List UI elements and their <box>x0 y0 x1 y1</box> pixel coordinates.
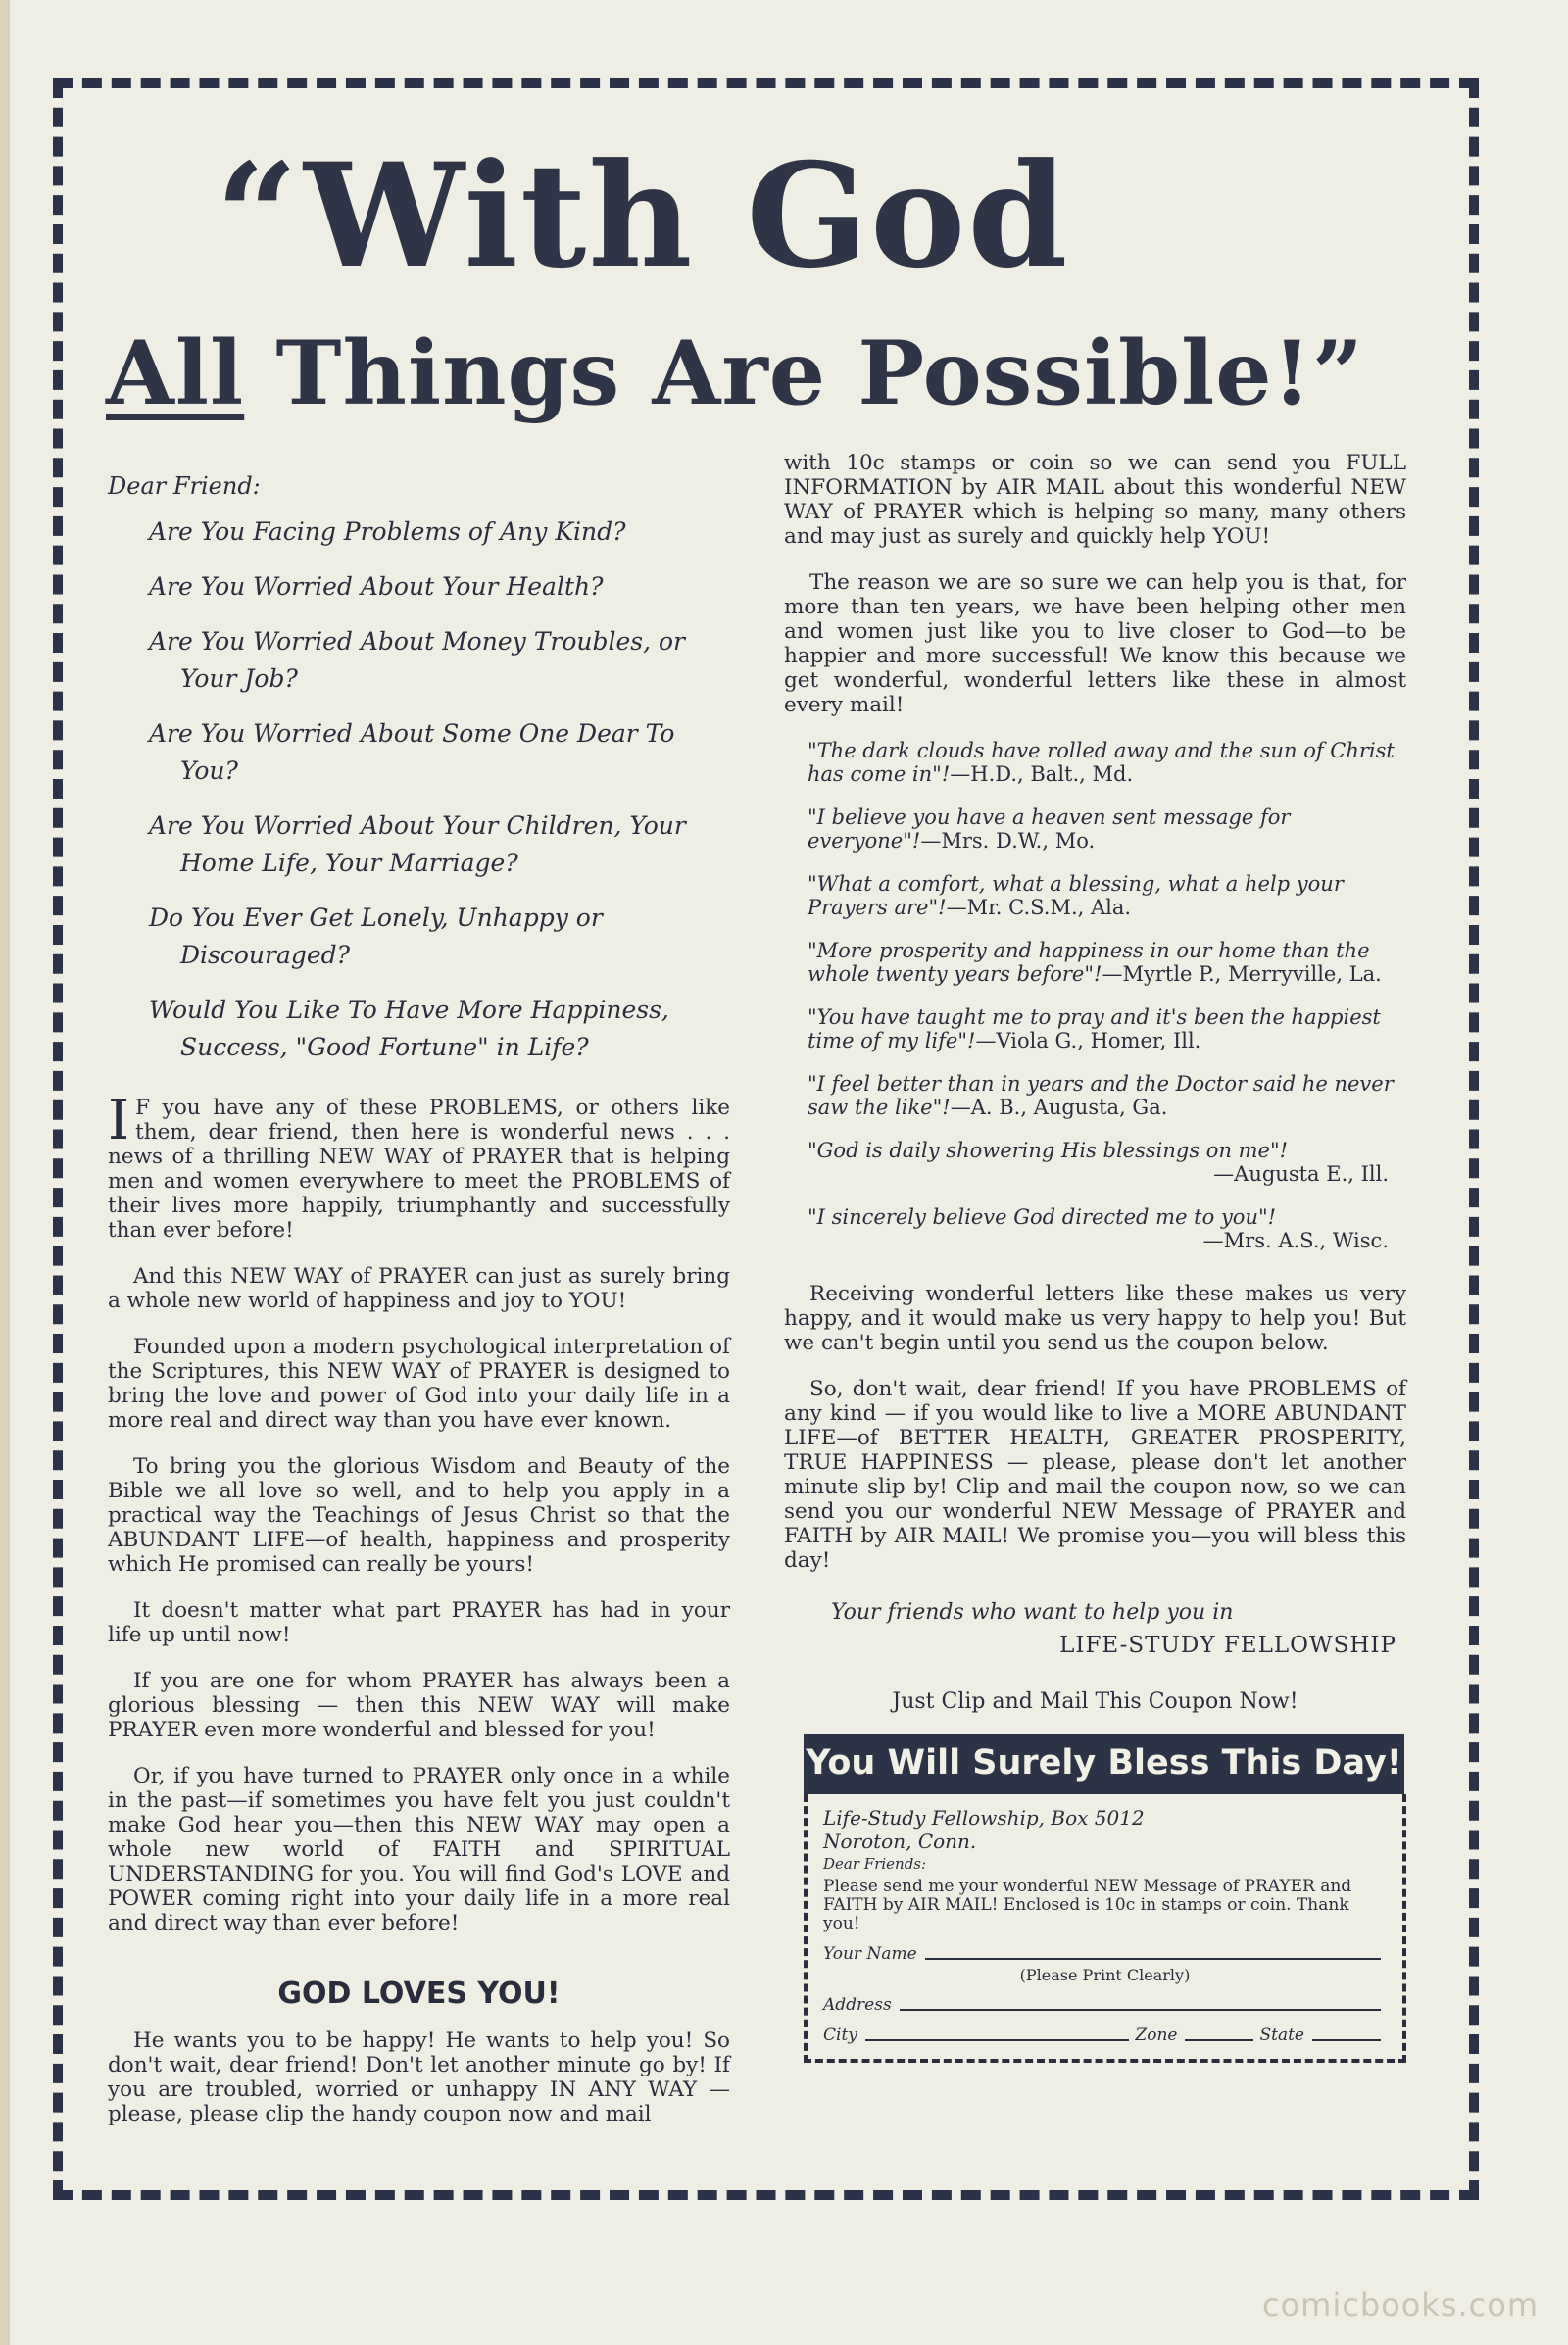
coupon-body: Please send me your wonderful NEW Message of PRAYER and FAITH by AIR MAIL! Enclosed is 10c in stamps or coin. Thank you! <box>823 1877 1352 1933</box>
paragraph-receiving: Receiving wonderful letters like these makes us very happy, and it would make us very happy to help you! But we can't begin until you send us the coupon below. <box>784 1282 1406 1355</box>
paragraph-closing: He wants you to be happy! He wants to help you! So don't wait, dear friend! Don't let another minute go by! If you are troubled, worried or unhappy IN ANY WAY —please, please clip the handy coupon now and mail <box>108 2028 730 2126</box>
address-line[interactable] <box>900 2009 1381 2011</box>
testimonial-4 <box>808 939 1406 986</box>
coupon-city-field[interactable] <box>823 2027 1387 2045</box>
city-line[interactable] <box>865 2039 1130 2041</box>
question-2: Are You Worried About Your Health? <box>149 572 604 601</box>
testimonial-2 <box>808 806 1406 853</box>
state-label: State <box>1259 2026 1304 2045</box>
left-column-body <box>108 1089 730 2148</box>
paragraph-blessing: If you are one for whom PRAYER has always been a glorious blessing — then this NEW WAY will make PRAYER even more wonderful and blessed for you! <box>108 1669 730 1742</box>
paragraph-founded: Founded upon a modern psychological interpretation of the Scriptures, this NEW WAY of PRAYER is designed to bring the love and power of God into your daily life in a more real and direct way than you have ever known. <box>108 1335 730 1433</box>
page-edge <box>0 0 10 2345</box>
signoff: Your friends who want to help you in <box>831 1600 1234 1625</box>
headline-line2 <box>106 321 1478 425</box>
testimonial-quote: "God is daily showering His blessings on me"! <box>808 1139 1289 1162</box>
clip-instruction: Just Clip and Mail This Coupon Now! <box>892 1689 1298 1714</box>
state-line[interactable] <box>1312 2039 1381 2041</box>
testimonial-author: —Mr. C.S.M., Ala. <box>946 896 1132 919</box>
testimonial-author: —A. B., Augusta, Ga. <box>950 1096 1168 1119</box>
coupon-salutation: Dear Friends: <box>823 1855 927 1873</box>
coupon-name-field[interactable] <box>823 1945 1387 1964</box>
drop-cap: I <box>108 1089 130 1152</box>
testimonial-quote: "I feel better than in years and the Doctor said he never saw the like"! <box>808 1072 1394 1119</box>
testimonial-5 <box>808 1005 1406 1052</box>
testimonial-1 <box>808 739 1406 786</box>
testimonial-7 <box>808 1139 1406 1186</box>
left-column-questions <box>108 468 730 1084</box>
subhead-god-loves-you: GOD LOVES YOU! <box>277 1977 561 2011</box>
headline-underlined-word: All <box>106 321 245 425</box>
coupon-address-line1: Life-Study Fellowship, Box 5012 <box>823 1806 1145 1830</box>
testimonial-6 <box>808 1072 1406 1119</box>
testimonial-author: —H.D., Balt., Md. <box>950 762 1134 786</box>
paragraph-intro-text: F you have any of these PROBLEMS, or others like them, dear friend, then here is wonderful news . . . news of a thrilling NEW WAY of PRAYER that is helping men and women everywhere to meet the PROBLEMS of their lives more happily, triumphantly and successfully than ever before! <box>108 1096 730 1243</box>
testimonial-quote: "More prosperity and happiness in our home than the whole twenty years before"! <box>808 939 1370 986</box>
testimonial-quote: "The dark clouds have rolled away and the sun of Christ has come in"! <box>808 739 1395 786</box>
testimonial-quote: "I sincerely believe God directed me to you"! <box>808 1205 1277 1229</box>
paragraph-new-way: And this NEW WAY of PRAYER can just as surely bring a whole new world of happiness and joy to YOU! <box>108 1264 730 1313</box>
paragraph-reason: The reason we are so sure we can help you is that, for more than ten years, we have been helping other men and women just like you to live closer to God—to be happier and more successful! We know this because we get wonderful, wonderful letters like these in almost every mail! <box>784 570 1406 717</box>
question-1: Are You Facing Problems of Any Kind? <box>149 517 626 546</box>
paragraph-wisdom: To bring you the glorious Wisdom and Beauty of the Bible we all love so well, and to help you apply in a practical way the Teachings of Jesus Christ so that the ABUNDANT LIFE—of health, happiness and prosperity which He promised can really be yours! <box>108 1454 730 1577</box>
testimonial-author: —Viola G., Homer, Ill. <box>975 1029 1201 1052</box>
testimonial-author: —Mrs. D.W., Mo. <box>920 829 1096 853</box>
testimonial-quote: "You have taught me to pray and it's been the happiest time of my life"! <box>808 1005 1381 1052</box>
headline-rest: Things Are Possible!” <box>244 321 1364 425</box>
organization-name: LIFE-STUDY FELLOWSHIP <box>1059 1633 1396 1658</box>
testimonial-8 <box>808 1205 1406 1252</box>
headline-line1: “With God <box>216 132 1070 300</box>
testimonial-author: —Augusta E., Ill. <box>1213 1162 1389 1186</box>
watermark: comicbooks.com <box>1261 2286 1539 2323</box>
testimonial-3 <box>808 872 1406 919</box>
question-3: Are You Worried About Money Troubles, or Your Job? <box>149 627 685 693</box>
city-label: City <box>823 2026 858 2045</box>
coupon-address-line2: Noroton, Conn. <box>823 1830 977 1853</box>
paragraph-intro <box>108 1089 730 1243</box>
name-line[interactable] <box>925 1958 1381 1960</box>
paragraph-once-in-a-while: Or, if you have turned to PRAYER only once in a while in the past—if sometimes you have felt you just couldn't make God hear you—then this NEW WAY may open a whole new world of FAITH and SPIRITUAL UNDERSTANDING for you. You will find God's LOVE and POWER coming right into your daily life in a more real and direct way than ever before! <box>108 1764 730 1935</box>
testimonial-quote: "I believe you have a heaven sent message for everyone"! <box>808 806 1291 853</box>
zone-label: Zone <box>1135 2026 1178 2045</box>
testimonial-author: —Mrs. A.S., Wisc. <box>1202 1229 1389 1252</box>
paragraph-so-dont-wait: So, don't wait, dear friend! If you have PROBLEMS of any kind — if you would like to live a MORE ABUNDANT LIFE—of BETTER HEALTH, GREATER PROSPERITY, TRUE HAPPINESS — please, please don't let another minute slip by! Clip and mail the coupon now, so we can send you our wonderful NEW Message of PRAYER and FAITH by AIR MAIL! We promise you—you will bless this day! <box>784 1377 1406 1573</box>
mail-coupon[interactable] <box>804 1794 1406 2063</box>
coupon-address-field[interactable] <box>823 1996 1387 2015</box>
question-5: Are You Worried About Your Children, Your Home Life, Your Marriage? <box>149 811 686 877</box>
greeting: Dear Friend: <box>108 472 261 500</box>
testimonial-quote: "What a comfort, what a blessing, what a help your Prayers are"! <box>808 872 1344 919</box>
print-hint: (Please Print Clearly) <box>1019 1966 1191 1984</box>
address-label: Address <box>823 1995 892 2015</box>
paragraph-continued: with 10c stamps or coin so we can send you FULL INFORMATION by AIR MAIL about this wonderful NEW WAY of PRAYER which is helping so many, many others and may just as surely and quickly help YOU! <box>784 451 1406 549</box>
question-4: Are You Worried About Some One Dear To You? <box>149 719 675 785</box>
coupon-banner: You Will Surely Bless This Day! <box>804 1734 1404 1794</box>
right-column <box>784 451 1406 2063</box>
name-label: Your Name <box>823 1944 917 1964</box>
paragraph-doesnt-matter: It doesn't matter what part PRAYER has had in your life up until now! <box>108 1598 730 1647</box>
question-7: Would You Like To Have More Happiness, Success, "Good Fortune" in Life? <box>149 996 669 1061</box>
zone-line[interactable] <box>1185 2039 1253 2041</box>
testimonial-author: —Myrtle P., Merryville, La. <box>1102 962 1382 986</box>
question-6: Do You Ever Get Lonely, Unhappy or Discouraged? <box>149 904 603 969</box>
